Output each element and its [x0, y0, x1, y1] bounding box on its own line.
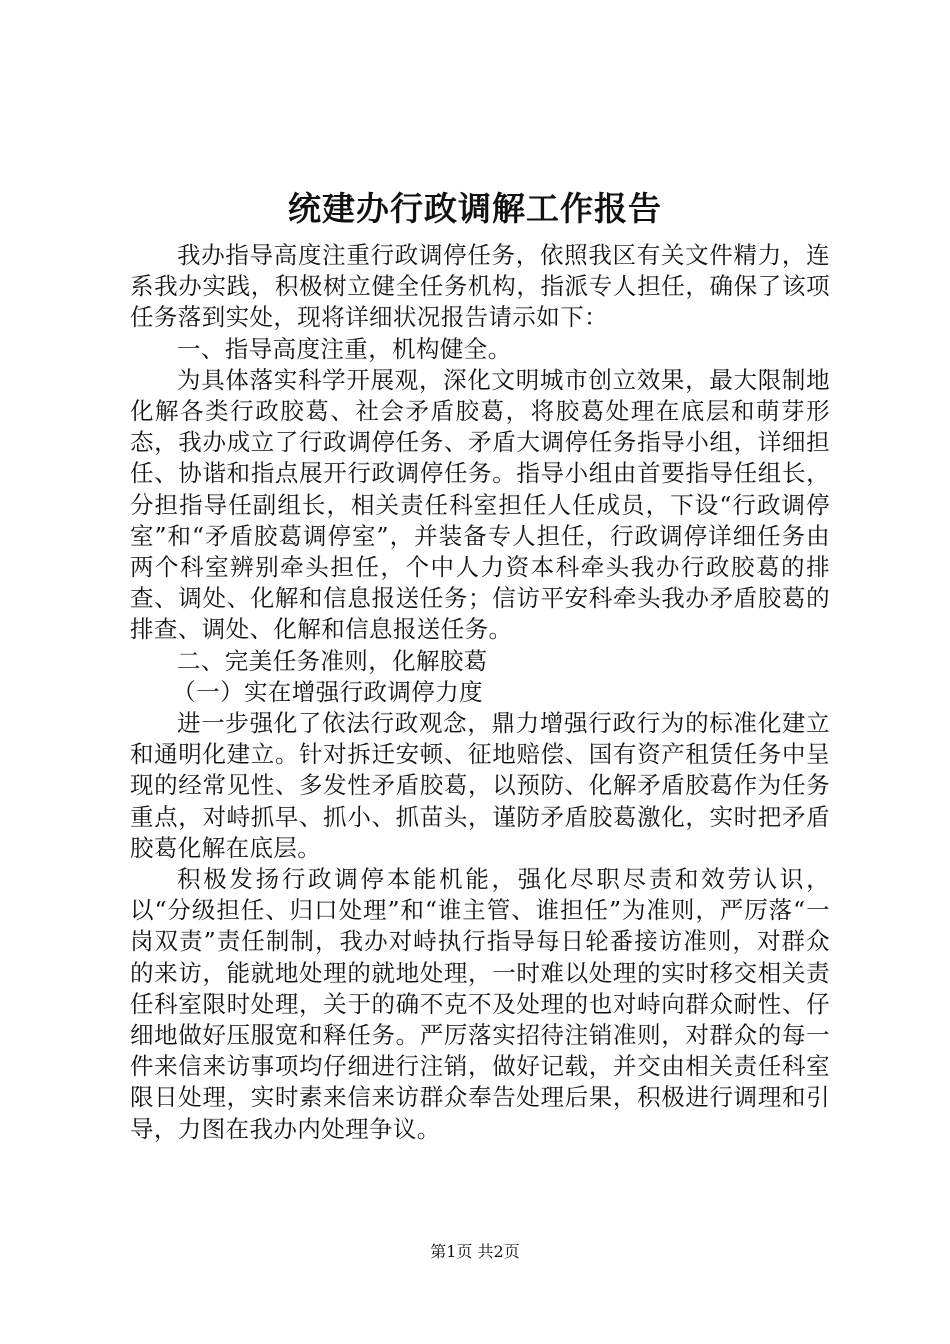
- subsection-heading-1: （一）实在增强行政调停力度: [172, 677, 483, 706]
- document-title: 统建办行政调解工作报告: [288, 189, 662, 228]
- page-number-footer: 第1页 共2页: [430, 1242, 520, 1261]
- section-heading-2: 二、完美任务准则，化解胶葛: [177, 646, 488, 675]
- section-heading-1: 一、指导高度注重，机构健全。: [177, 334, 512, 363]
- subsection-1-paragraph-1: 进一步强化了依法行政观念，鼎力增强行政行为的标准化建立和通明化建立。针对拆迁安顿、征地赔偿、国有资产租赁任务中呈现的经常见性、多发性矛盾胶葛，以预防、化解矛盾胶葛作为任务重点，对峙抓早、抓小、抓苗头，谨防矛盾胶葛激化，实时把矛盾胶葛化解在底层。: [130, 709, 830, 862]
- document-body: [130, 240, 830, 1145]
- section-1-paragraph: 为具体落实科学开展观，深化文明城市创立效果，最大限制地化解各类行政胶葛、社会矛盾胶葛，将胶葛处理在底层和萌芽形态，我办成立了行政调停任务、矛盾大调停任务指导小组，详细担任、协谐和指点展开行政调停任务。指导小组由首要指导任组长，分担指导任副组长，相关责任科室担任人任成员，下设“行政调停室”和“矛盾胶葛调停室”，并装备专人担任，行政调停详细任务由两个科室辨别牵头担任，个中人力资本科牵头我办行政胶葛的排查、调处、化解和信息报送任务；信访平安科牵头我办矛盾胶葛的排查、调处、化解和信息报送任务。: [130, 365, 830, 644]
- intro-paragraph: 我办指导高度注重行政调停任务，依照我区有关文件精力，连系我办实践，积极树立健全任务机构，指派专人担任，确保了该项任务落到实处，现将详细状况报告请示如下：: [130, 241, 830, 332]
- subsection-1-paragraph-2: 积极发扬行政调停本能机能，强化尽职尽责和效劳认识，以“分级担任、归口处理”和“谁主管、谁担任”为准则，严厉落“一岗双责”责任制制，我办对峙执行指导每日轮番接访准则，对群众的来访，能就地处理的就地处理，一时难以处理的实时移交相关责任科室限时处理，关于的确不克不及处理的也对峙向群众耐性、仔细地做好压服宽和释任务。严厉落实招待注销准则，对群众的每一件来信来访事项均仔细进行注销，做好记载，并交由相关责任科室限日处理，实时素来信来访群众奉告处理后果，积极进行调理和引导，力图在我办内处理争议。: [130, 865, 830, 1143]
